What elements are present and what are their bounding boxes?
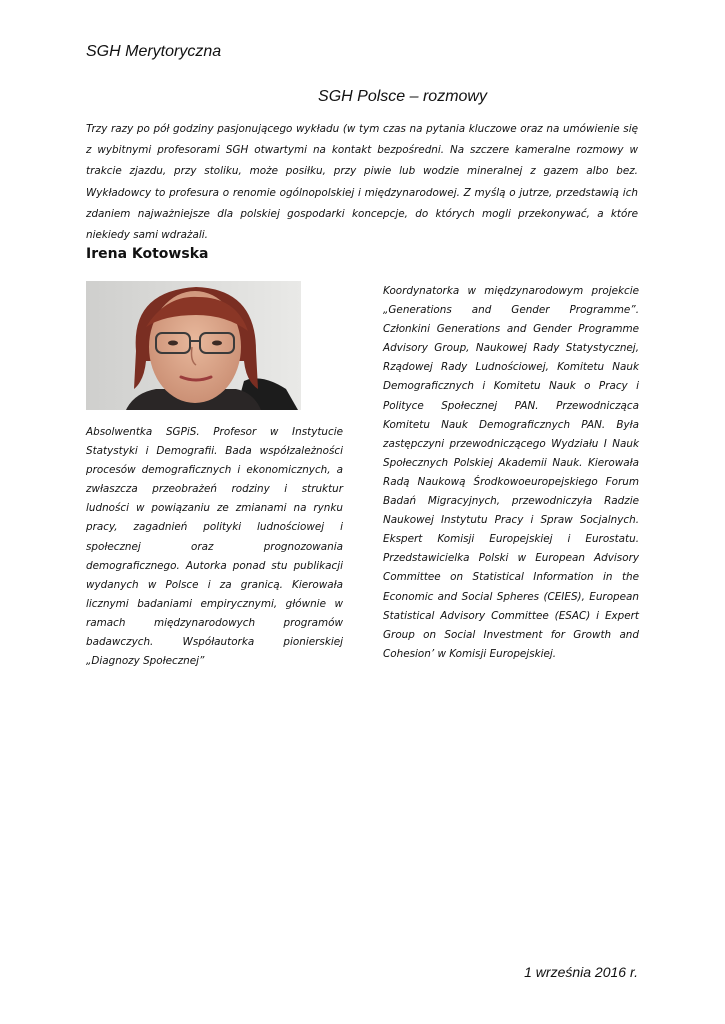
profile-photo <box>86 281 301 410</box>
profile-name: Irena Kotowska <box>86 246 209 262</box>
footer-date: 1 września 2016 r. <box>524 964 638 980</box>
profile-bio: Absolwentka SGPiS. Profesor w Instytucie Statystyki i Demografii. Bada współzależności procesów demograficznych i ekonomicznych, a zwłaszcza przeobrażeń rodziny i struktur ludności w powiązaniu ze zmianami na rynku pracy, zagadnień polityki ludnościowej i społecznej oraz prognozowania demograficznego. Autorka ponad stu publikacji wydanych w Polsce i za granicą. Kierowała licznymi badaniami empirycznymi, głównie w ramach międzynarodowych programów badawczych. Współautorka pionierskiej „Diagnozy Społecznej” <box>86 426 343 668</box>
header-section-title: SGH Merytoryczna <box>86 43 222 60</box>
profile-roles: Koordynatorka w międzynarodowym projekcie „Generations and Gender Programme”. Członkini Generations and Gender Programme Advisory Group, Naukowej Rady Statystycznej, Rządowej Rady Ludnościowej, Komitetu Nauk Demograficznych i Komitetu Nauk o Pracy i Polityce Społecznej PAN. Przewodnicząca Komitetu Nauk Demograficznych PAN. Była zastępczyni przewodniczącego Wydziału I Nauk Społecznych Polskiej Akademii Nauk. Kierowała Radą Naukową Środkowoeuropejskiego Forum Badań Migracyjnych, przewodniczyła Radzie Naukowej Instytutu Pracy i Spraw Socjalnych. Ekspert Komisji Europejskiej i Eurostatu. Przedstawicielka Polski w European Advisory Committee on Statistical Information in the Economic and Social Spheres (CEIES), European Statistical Advisory Committee (ESAC) i Expert Group on Social Investment for Growth and Cohesion’ w Komisji Europejskiej. <box>383 285 639 660</box>
article-title: SGH Polsce – rozmowy <box>318 88 487 105</box>
intro-paragraph: Trzy razy po pół godziny pasjonującego wykładu (w tym czas na pytania kluczowe oraz na umówienie się z wybitnymi profesorami SGH otwartymi na kontakt bezpośredni. Na szczere kameralne rozmowy w trakcie zjazdu, przy stoliku, może posiłku, przy piwie lub wodzie mineralnej z gazem albo bez. Wykładowcy to profesura o renomie ogólnopolskiej i międzynarodowej. Z myślą o jutrze, przedstawią ich zdaniem najważniejsze dla polskiej gospodarki koncepcje, do których mogli przekonywać, a które niekiedy sami wdrażali. <box>86 123 638 242</box>
